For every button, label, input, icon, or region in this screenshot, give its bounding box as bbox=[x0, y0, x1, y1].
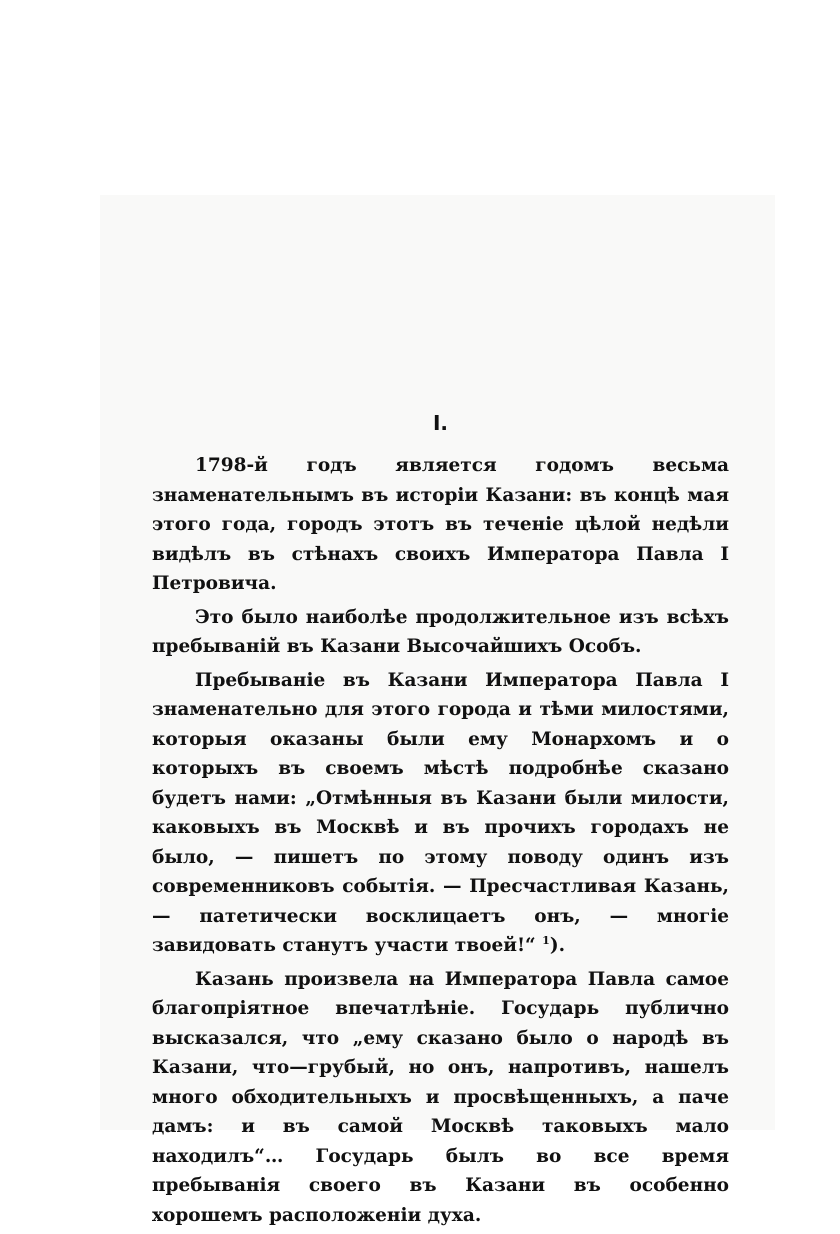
paragraph: Казань произвела на Императора Павла самое благопріятное впечатлѣніе. Государь публично высказался, что „ему сказано было о народѣ въ Казани, что—грубый, но онъ, напротивъ, нашелъ много обходительныхъ и просвѣщенныхъ, а паче дамъ: и въ самой Москвѣ таковыхъ мало находилъ“… Государь былъ во все время пребыванія своего въ Казани въ особенно хорошемъ расположеніи духа. bbox=[152, 968, 729, 1226]
chapter-heading: I. bbox=[432, 411, 449, 435]
paragraph bbox=[152, 666, 729, 961]
paragraph: Это было наиболѣе продолжительное изъ всѣхъ пребываній въ Казани Высочайшихъ Особъ. bbox=[152, 606, 729, 657]
paragraph-text: Пребываніе въ Казани Императора Павла I знаменательно для этого города и тѣми милостями, которыя оказаны были ему Монархомъ и о которыхъ въ своемъ мѣстѣ подробнѣе сказано будетъ нами: „Отмѣнныя въ Казани были милости, каковыхъ въ Москвѣ и въ прочихъ городахъ не было, — пишетъ по этому поводу одинъ изъ современниковъ событія. — Пресчастливая Казань, — патетически восклицаетъ онъ, — многіе завидовать станутъ участи твоей!“ bbox=[152, 669, 729, 956]
footnote-marker: 1 bbox=[542, 933, 550, 947]
page-text bbox=[152, 405, 729, 1234]
paragraph: 1798-й годъ является годомъ весьма знаменательнымъ въ исторіи Казани: въ концѣ мая этого года, городъ этотъ въ теченіе цѣлой недѣли видѣлъ въ стѣнахъ своихъ Императора Павла I Петровича. bbox=[152, 455, 729, 594]
paragraph-tail: ). bbox=[549, 935, 566, 956]
